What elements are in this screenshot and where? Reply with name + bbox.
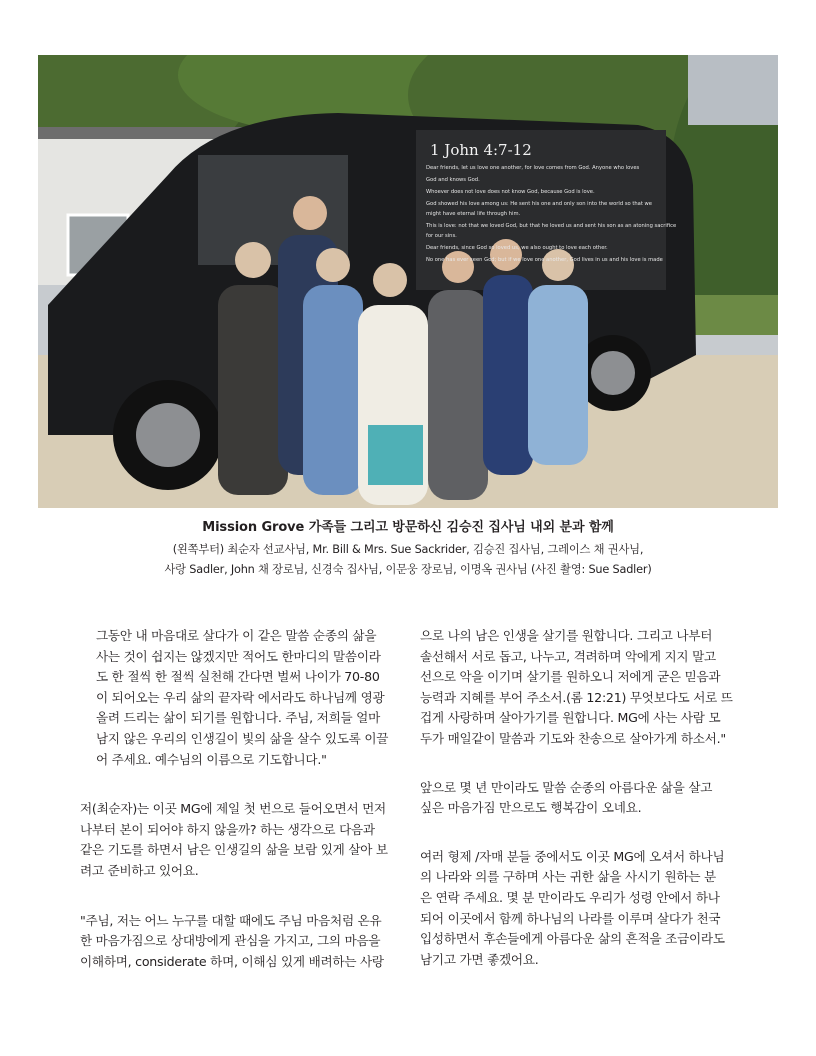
text-line: 같은 기도를 하면서 남은 인생길의 삶을 보람 있게 살아 보: [80, 842, 388, 858]
intro-paragraph: [80, 799, 398, 881]
caption-title: Mission Grove 가족들 그리고 방문하신 김승진 집사님 내외 분과 함께: [202, 520, 614, 535]
text-line: 솔선해서 서로 돕고, 나누고, 격려하며 악에게 지지 말고: [420, 648, 716, 664]
text-line: 한 마음가짐으로 상대방에게 관심을 가지고, 그의 마음을: [80, 933, 381, 949]
text-line: 저(최순자)는 이곳 MG에 제일 첫 번으로 들어오면서 먼저: [80, 801, 386, 817]
group-photo: [38, 55, 778, 508]
continuation-paragraph: [420, 626, 740, 750]
van-line: Whoever does not love does not know God, because God is love.: [426, 189, 595, 195]
van-line: might have eternal life through him.: [426, 211, 521, 217]
caption-names-line-2: 사랑 Sadler, John 채 장로님, 신경숙 집사님, 이문웅 장로님, 이명옥 권사님 (사진 촬영: Sue Sadler): [164, 563, 652, 576]
van-scripture-heading: 1 John 4:7-12: [430, 141, 532, 159]
text-line: 입성하면서 후손들에게 아름다운 삶의 흔적을 조금이라도: [420, 931, 725, 947]
prayer-paragraph: [80, 626, 398, 770]
van-line: God and knows God.: [426, 177, 480, 183]
van-line: for our sins.: [426, 233, 457, 239]
right-column: [420, 626, 740, 970]
text-line: 되어 이곳에서 함께 하나님의 나라를 이루며 살다가 천국: [420, 910, 721, 926]
text-line: 겁게 사랑하며 살아가기를 원합니다. MG에 사는 사람 모: [420, 710, 721, 726]
text-line: 앞으로 몇 년 만이라도 말씀 순종의 아름다운 삶을 살고: [420, 779, 713, 795]
van-line: This is love: not that we loved God, but that he loved us and sent his son as an atoning sacrifice: [426, 223, 677, 229]
text-line: 그동안 내 마음대로 살다가 이 같은 말씀 순종의 삶을: [96, 628, 377, 643]
van-line: Dear friends, since God so loved us, we also ought to love each other.: [426, 245, 608, 251]
text-line: 남기고 가면 좋겠어요.: [420, 951, 539, 967]
prayer-quote-paragraph: [80, 911, 398, 973]
text-line: 남지 않은 우리의 인생길이 빛의 삶을 살수 있도록 이끌: [96, 730, 389, 746]
text-line: 도 한 절씩 한 절씩 실천해 간다면 벌써 나이가 70-80: [96, 669, 380, 685]
text-line: 능력과 지혜를 부어 주소서.(롬 12:21) 무엇보다도 서로 뜨: [420, 689, 733, 705]
text-line: 나부터 본이 되어야 하지 않을까? 하는 생각으로 다음과: [80, 821, 375, 837]
photo-illustration: [38, 55, 778, 508]
caption-names-line-1: (왼쪽부터) 최순자 선교사님, Mr. Bill & Mrs. Sue Sackrider, 김승진 집사님, 그레이스 채 권사님,: [172, 543, 644, 556]
text-line: 어 주세요. 예수님의 이름으로 기도합니다.": [96, 751, 327, 767]
text-line: 선으로 악을 이기며 살기를 원하오니 저에게 굳은 믿음과: [420, 669, 721, 685]
text-line: 이 되어오는 우리 삶의 끝자락 에서라도 하나님께 영광: [96, 689, 385, 705]
text-line: 싶은 마음가짐 만으로도 행복감이 오네요.: [420, 800, 642, 816]
text-line: 두가 매일같이 말씀과 기도와 찬송으로 살아가게 하소서.": [420, 730, 726, 746]
van-line: No one has ever seen God; but if we love one another, God lives in us and his love is made: [426, 257, 663, 263]
text-line: 으로 나의 남은 인생을 살기를 원합니다. 그리고 나부터: [420, 628, 713, 643]
invitation-paragraph: [420, 847, 740, 971]
van-line: God showed his love among us: He sent his one and only son into the world so that we: [426, 201, 652, 207]
text-line: 사는 것이 쉽지는 않겠지만 적어도 한마디의 말씀이라: [96, 648, 381, 664]
text-line: 여러 형제 /자매 분들 중에서도 이곳 MG에 오셔서 하나님: [420, 848, 725, 864]
text-line: "주님, 저는 어느 누구를 대할 때에도 주님 마음처럼 온유: [80, 912, 382, 928]
text-line: 올려 드리는 삶이 되기를 원합니다. 주님, 저희들 얼마: [96, 710, 381, 726]
left-column: [80, 626, 398, 972]
hope-paragraph: [420, 778, 740, 819]
text-line: 의 나라와 의를 구하며 사는 귀한 삶을 사시기 원하는 분: [420, 869, 716, 885]
text-line: 려고 준비하고 있어요.: [80, 862, 199, 878]
text-line: 이해하며, considerate 하며, 이해심 있게 배려하는 사랑: [80, 953, 384, 969]
text-line: 은 연락 주세요. 몇 분 만이라도 우리가 성령 안에서 하나: [420, 889, 720, 905]
van-line: Dear friends, let us love one another, for love comes from God. Anyone who loves: [426, 165, 640, 171]
